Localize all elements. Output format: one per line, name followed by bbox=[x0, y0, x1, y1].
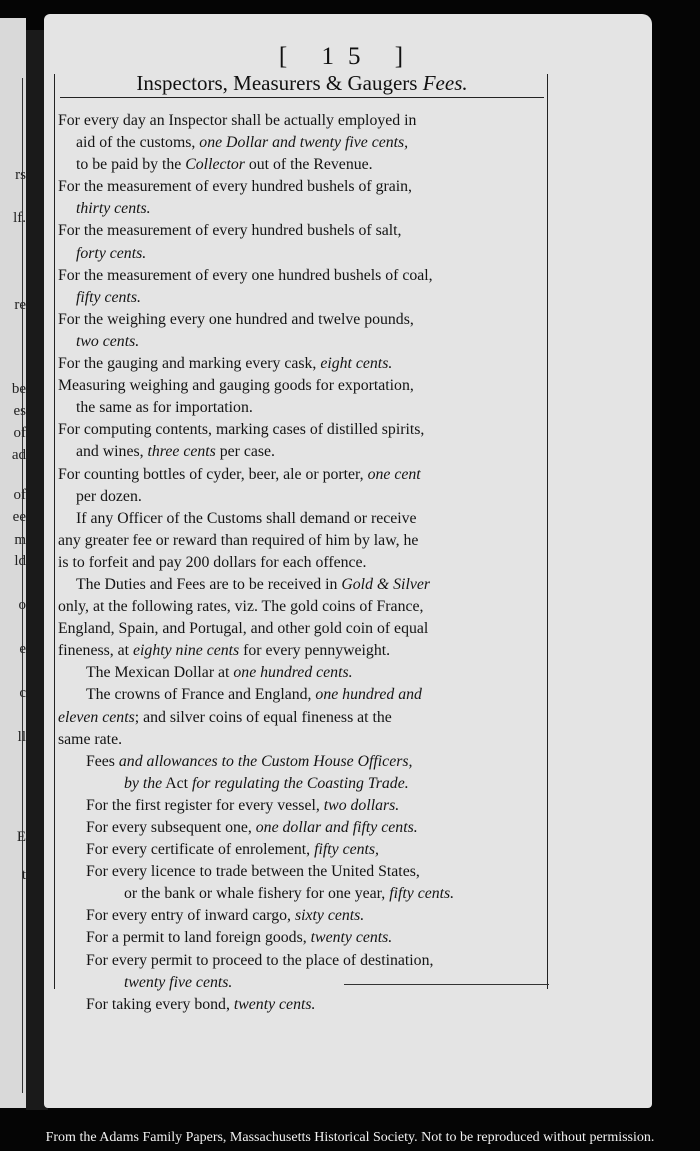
previous-page-fragment: of bbox=[13, 487, 26, 503]
text-line: For a permit to land foreign goods, twenty cents. bbox=[86, 929, 393, 947]
text-line: For every certificate of enrolement, fifty cents, bbox=[86, 841, 380, 859]
document-page bbox=[44, 14, 652, 1108]
previous-page-fragment: t bbox=[21, 867, 26, 883]
text-line: For every licence to trade between the United States, bbox=[86, 863, 420, 881]
text-line: For counting bottles of cyder, beer, ale or porter, one cent bbox=[58, 465, 421, 483]
text-line: is to forfeit and pay 200 dollars for each offence. bbox=[58, 553, 367, 571]
heading-main: Inspectors, Measurers & Gaugers bbox=[136, 71, 423, 95]
previous-page-fragment: ll bbox=[17, 729, 26, 745]
text-line: The crowns of France and England, one hundred and bbox=[86, 686, 422, 704]
text-line: same rate. bbox=[58, 730, 123, 748]
text-line: eleven cents; and silver coins of equal fineness at the bbox=[58, 708, 392, 726]
previous-page-fragment: rs bbox=[15, 167, 26, 183]
text-line: For computing contents, marking cases of distilled spirits, bbox=[58, 421, 425, 439]
text-line: two cents. bbox=[76, 332, 140, 350]
previous-page-fragment: be bbox=[11, 381, 26, 397]
text-line: For every day an Inspector shall be actually employed in bbox=[58, 112, 417, 129]
heading-italic: Fees. bbox=[422, 71, 468, 95]
text-line: any greater fee or reward than required of him by law, he bbox=[58, 531, 419, 549]
text-line: thirty cents. bbox=[76, 200, 151, 218]
text-line: only, at the following rates, viz. The gold coins of France, bbox=[58, 598, 424, 616]
previous-page-fragment: ad bbox=[11, 447, 26, 463]
text-line: by the Act for regulating the Coasting Trade. bbox=[124, 774, 409, 792]
previous-page-edge bbox=[0, 18, 26, 1108]
text-line: The Mexican Dollar at one hundred cents. bbox=[86, 664, 353, 682]
text-line: Measuring weighing and gauging goods for exportation, bbox=[58, 377, 414, 395]
page-heading bbox=[60, 72, 544, 98]
fee-schedule-text bbox=[58, 110, 546, 1016]
previous-page-fragment: m bbox=[14, 532, 26, 548]
archive-caption: From the Adams Family Papers, Massachusetts Historical Society. Not to be reproduced without permission. bbox=[45, 1130, 655, 1145]
text-line: to be paid by the Collector out of the Revenue. bbox=[76, 156, 373, 174]
text-line: The Duties and Fees are to be received in Gold & Silver bbox=[76, 575, 431, 593]
text-line: fifty cents. bbox=[76, 288, 141, 306]
previous-page-fragment: re bbox=[14, 297, 26, 313]
text-line: per dozen. bbox=[76, 487, 142, 505]
previous-page-fragment: lf. bbox=[13, 210, 26, 226]
text-line: If any Officer of the Customs shall demand or receive bbox=[76, 509, 417, 527]
previous-page-fragment: es bbox=[13, 403, 26, 419]
previous-page-fragment: ld bbox=[14, 553, 26, 569]
text-line: For taking every bond, twenty cents. bbox=[86, 995, 316, 1013]
text-line: For every permit to proceed to the place of destination, bbox=[86, 951, 434, 969]
text-line: the same as for importation. bbox=[76, 399, 253, 417]
previous-page-fragment: e bbox=[19, 641, 26, 657]
text-line: aid of the customs, one Dollar and twenty five cents, bbox=[76, 134, 409, 152]
text-line: For the measurement of every hundred bushels of grain, bbox=[58, 178, 413, 196]
previous-page-fragment: c bbox=[19, 685, 26, 701]
previous-page-rule bbox=[22, 78, 23, 1093]
text-line: For the gauging and marking every cask, eight cents. bbox=[58, 355, 393, 373]
text-line: or the bank or whale fishery for one year, fifty cents. bbox=[124, 885, 455, 903]
text-line: For every entry of inward cargo, sixty cents. bbox=[86, 907, 365, 925]
text-line: twenty five cents. bbox=[124, 973, 233, 991]
closing-rule bbox=[344, 984, 549, 985]
text-line: and wines, three cents per case. bbox=[76, 443, 275, 461]
text-line: For the measurement of every hundred bushels of salt, bbox=[58, 222, 402, 240]
text-line: fineness, at eighty nine cents for every pennyweight. bbox=[58, 642, 391, 660]
previous-page-fragment: o bbox=[18, 597, 26, 613]
text-line: For the weighing every one hundred and twelve pounds, bbox=[58, 310, 414, 328]
text-line: Fees and allowances to the Custom House Officers, bbox=[86, 752, 413, 770]
text-line: England, Spain, and Portugal, and other gold coin of equal bbox=[58, 620, 429, 638]
previous-page-fragment: ee bbox=[12, 509, 26, 525]
text-line: For every subsequent one, one dollar and fifty cents. bbox=[86, 819, 418, 836]
previous-page-fragment: of bbox=[13, 425, 26, 441]
text-line: For the first register for every vessel, two dollars. bbox=[86, 796, 400, 814]
previous-page-fragment: E bbox=[16, 829, 26, 845]
text-line: For the measurement of every one hundred bushels of coal, bbox=[58, 266, 433, 284]
page-number: [ 15 ] bbox=[278, 43, 418, 70]
text-line: forty cents. bbox=[76, 244, 147, 262]
